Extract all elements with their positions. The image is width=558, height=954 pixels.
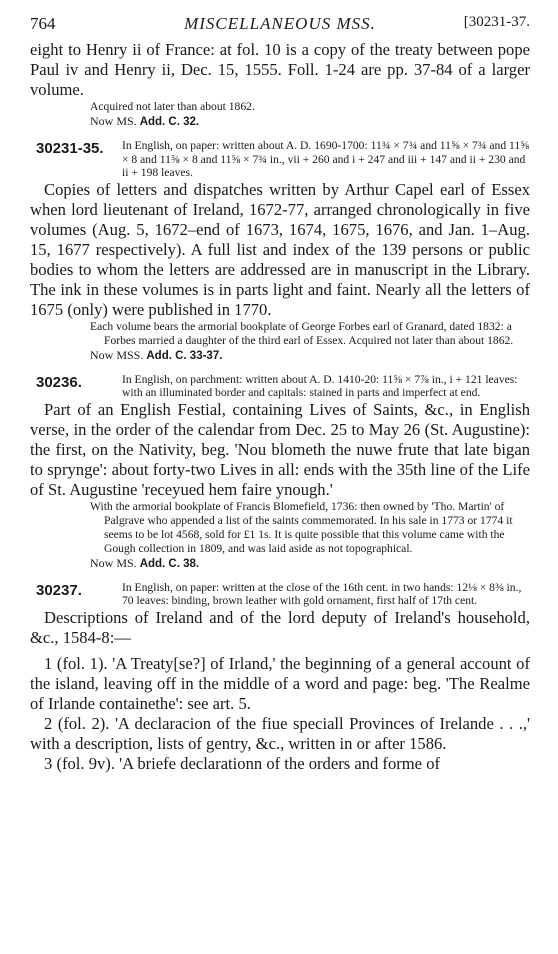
running-title: MISCELLANEOUS MSS. (184, 14, 376, 33)
list-item: 3 (fol. 9v). 'A briefe declarationn of the orders and forme of (44, 753, 441, 773)
entry-text: Descriptions of Ireland and of the lord deputy of Ireland's household, &c., 1584-8:— (30, 607, 530, 647)
intro-paragraph: eight to Henry ii of France: at fol. 10 is a copy of the treaty between pope Paul iv and Henry ii, Dec. 15, 1555. Foll. 1-24 are pp. 37-84 of a larger volume. (30, 40, 530, 99)
list-item: 1 (fol. 1). 'A Treaty[se?] of Irland,' the beginning of a general account of the island, leaving off in the middle of a word and page: beg. 'The Realme of Irlande containethe': see art. 5. (30, 653, 530, 713)
catalogue-range: [30231-37. (463, 14, 530, 30)
entry-number: 30231-35. (36, 140, 104, 157)
entry-number: 30237. (36, 581, 82, 599)
entry-physical-description: In English, on paper: written at the close of the 16th cent. in two hands: 12⅛ × 8⅜ in., 70 leaves: binding, brown leather with gold ornament, first half of 17th cent. (122, 580, 522, 607)
entry-number: 30236. (36, 373, 82, 391)
page-header (30, 14, 530, 40)
entry-shelfmark: Now MS. Add. C. 38. (90, 555, 200, 570)
entry-text: Copies of letters and dispatches written by Arthur Capel earl of Essex when lord lieutenant of Ireland, 1672-77, arranged chronologically in five volumes (Aug. 5, 1672–end of 1673, 1674, 1675, 1676, and Jan. 1–Aug. 15, 1677 respectively). A full list and index of the 139 persons or public bodies to whom the letters are addressed are in manuscript in the Library. The ink in these volumes is in parts light and faint. Nearly all the letters of 1675 (only) were published in 1770. (30, 179, 530, 319)
entry-text: Part of an English Festial, containing Lives of Saints, &c., in English verse, in the order of the calendar from Dec. 25 to May 26 (St. Augustine): the first, on the Nativity, beg. 'Nou blometh the nuwe frute that late bigan to sprynge': about forty-two Lives in all: ends with the 35th line of the Life of St. Augustine 'receyued hem faire ynough.' (30, 399, 530, 499)
intro-shelfmark: Now MS. Add. C. 32. (90, 114, 200, 128)
entry-heading (30, 373, 530, 400)
list-item: 2 (fol. 2). 'A declaracion of the fiue speciall Provinces of Irelande . . .,' with a description, lists of gentry, &c., written in or after 1586. (30, 713, 530, 753)
entry-physical-description: In English, on paper: written about A. D. 1690-1700: 11¾ × 7¾ and 11⅝ × 7¾ and 11⅝ × 8 and 11⅝ × 8 and 11⅝ × 7¾ in., vii + 260 and i + 247 and iii + 147 and ii + 230 and ii + 198 leaves. (122, 139, 529, 179)
entry-note: Each volume bears the armorial bookplate of George Forbes earl of Granard, dated 1832: a Forbes married a daughter of the third earl of Essex. Acquired not later than about 1862. (90, 319, 514, 347)
intro-acquired-note: Acquired not later than about 1862. (90, 100, 255, 113)
document-page (30, 14, 530, 774)
page-number: 764 (30, 14, 56, 33)
entry-physical-description: In English, on parchment: written about A. D. 1410-20: 11⅝ × 7⅞ in., i + 121 leaves: with an illuminated border and capitals: stained in parts and imperfect at end. (122, 372, 518, 399)
entry-note: With the armorial bookplate of Francis Blomefield, 1736: then owned by 'Tho. Martin' of Palgrave who appended a list of the saints commemorated. In his sale in 1773 or 1774 it seems to be lot 4568, sold for £1 1s. It is quite possible that this volume came with the Gough collection in 1809, and was laid aside as not topographical. (90, 499, 513, 555)
entry-shelfmark: Now MSS. Add. C. 33-37. (90, 347, 223, 362)
entry-heading (30, 139, 530, 180)
entry-heading (30, 581, 530, 608)
